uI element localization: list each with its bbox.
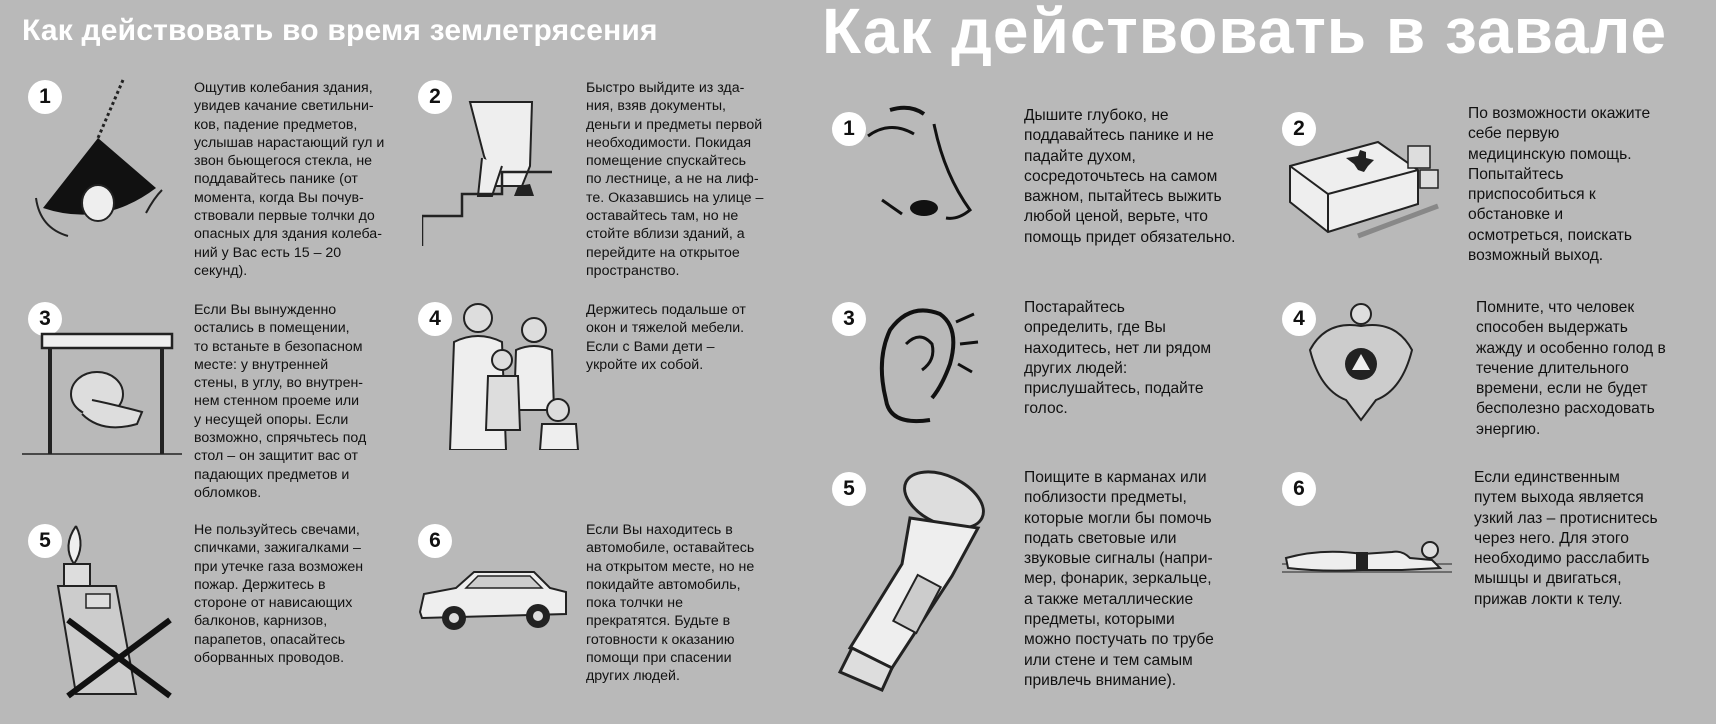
item-text: Поищите в карманах или поблизости предметы, которые могли бы помочь подать световые или звуковые сигналы (напри- мер, фонарик, зеркальце, а также металлические предметы, которыми можно постучать по трубе или стене и тем самым привлечь внимание).: [1024, 469, 1214, 689]
item-text: По возможности окажите себе первую медицинскую помощь. Попытайтесь приспособиться к обстановке и осмотреться, поискать возможный выход.: [1468, 105, 1651, 265]
item-text: Если Вы вынужденно остались в помещении, то встаньте в безопасном месте: у внутренней стены, в углу, во внутрен- нем стенном проеме или у несущей опоры. Если возможно, спрячьтесь под стол – он защитит вас от падающих предметов и обломков.: [194, 302, 367, 501]
step-number: 6: [418, 524, 452, 558]
item-text: Дышите глубоко, не поддавайтесь панике и не падайте духом, сосредоточьтесь на самом важном, пытайтесь выжить любой ценой, верьте, что помощь придет обязательно.: [1024, 107, 1236, 246]
step-number: 1: [28, 80, 62, 114]
no-fire-icon: [46, 524, 186, 700]
item-text: Ощутив колебания здания, увидев качание светильни- ков, падение предметов, услышав нарастающий гул и звон бьющегося стекла, не поддавайтесь панике (от момента, когда Вы почув- ствовали первые толчки до опасных для здания колеба- ний у Вас есть 15 – 20 секунд).: [194, 80, 385, 279]
family-icon: [446, 300, 586, 450]
stairs-icon: [422, 96, 572, 246]
step-number: 4: [418, 302, 452, 336]
car-icon: [418, 568, 568, 638]
item-text: Постарайтесь определить, где Вы находитесь, нет ли рядом других людей: прислушайтесь, подайте голос.: [1024, 299, 1212, 418]
step-number: 6: [1282, 472, 1316, 506]
item-text: Не пользуйтесь свечами, спичками, зажигалками – при утечке газа возможен пожар. Держитесь в стороне от нависающих балконов, карнизов, парапетов, опасайтесь оборванных проводов.: [194, 522, 364, 667]
left-panel-title: Как действовать во время землетрясения: [22, 14, 658, 47]
right-panel-title: Как действовать в завале: [822, 0, 1668, 67]
first-aid-kit-icon: [1288, 136, 1448, 256]
step-number: 3: [28, 302, 62, 336]
table-shelter-icon: [22, 304, 182, 464]
step-number: 5: [832, 472, 866, 506]
crawling-person-icon: [1282, 528, 1452, 582]
step-number: 4: [1282, 302, 1316, 336]
flashlight-icon: [832, 468, 1002, 698]
ear-icon: [870, 300, 980, 430]
face-breathing-icon: [862, 104, 982, 244]
item-text: Если единственным путем выхода является узкий лаз – протиснитесь через него. Для этого необходимо расслабить мышцы и двигаться, прижав локти к телу.: [1474, 469, 1658, 608]
step-number: 2: [418, 80, 452, 114]
step-number: 1: [832, 112, 866, 146]
item-text: Если Вы находитесь в автомобиле, оставайтесь на открытом месте, но не покидайте автомобиль, пока толчки не прекратятся. Будьте в готовности к оказанию помощи при спасении других людей.: [586, 522, 755, 685]
emergency-emblem-icon: [1306, 300, 1416, 424]
item-text: Быстро выйдите из зда- ния, взяв документы, деньги и предметы первой необходимости. Покидая помещение спускайтесь по лестнице, а не на лиф- те. Оказавшись на улице – оставайтесь там, но не стойте вблизи зданий, а перейдите на открытое пространство.: [586, 80, 764, 279]
lamp-icon: [28, 78, 168, 238]
step-number: 2: [1282, 112, 1316, 146]
step-number: 5: [28, 524, 62, 558]
item-text: Помните, что человек способен выдержать жажду и особенно голод в течение длительного времени, если не будет бесполезно расходовать энергию.: [1476, 299, 1666, 438]
step-number: 3: [832, 302, 866, 336]
item-text: Держитесь подальше от окон и тяжелой мебели. Если с Вами дети – укройте их собой.: [586, 302, 746, 373]
